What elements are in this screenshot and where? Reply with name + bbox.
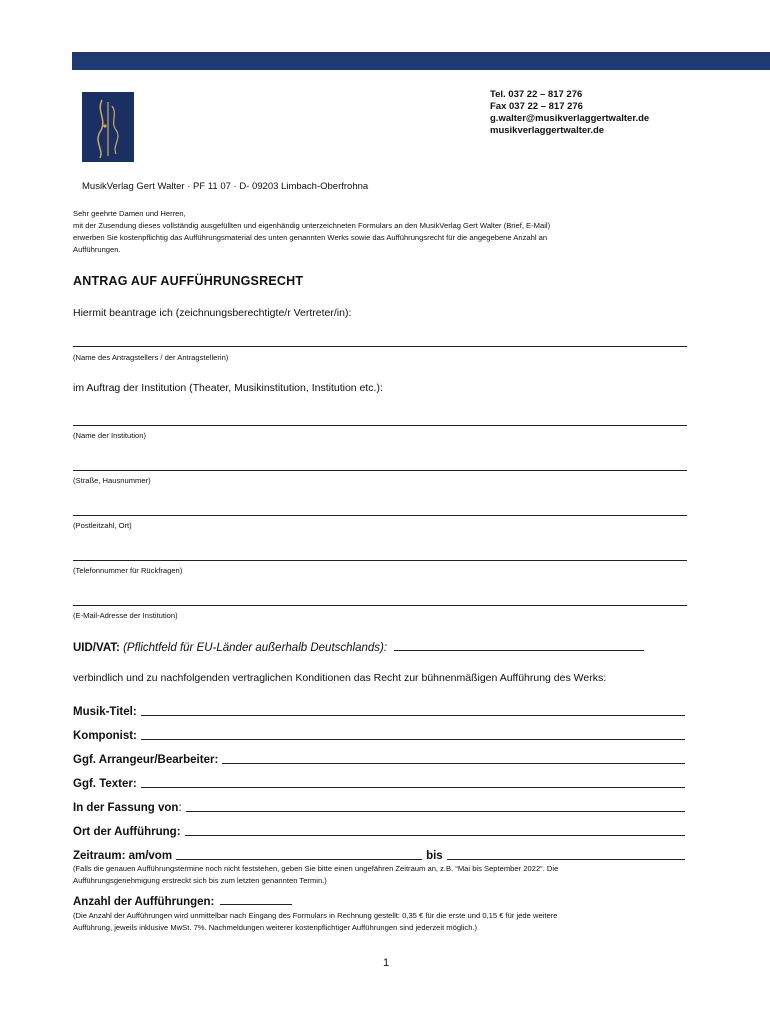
zeitraum-end-input-line[interactable]	[447, 848, 685, 860]
phone-caption: (Telefonnummer für Rückfragen)	[73, 566, 183, 575]
zeitraum-note	[73, 863, 693, 887]
note-line: (Falls die genauen Aufführungstermine noch nicht feststehen, geben Sie bitte einen ungefähren Zeitraum an, z.B. “Mai bis September 2022“. Die	[73, 864, 559, 873]
komponist-label: Komponist:	[73, 730, 137, 742]
applicant-caption: (Name des Antragstellers / der Antragstellerin)	[73, 353, 229, 362]
anzahl-input-line[interactable]	[220, 894, 292, 905]
phone-line[interactable]	[73, 560, 687, 561]
ort-input-line[interactable]	[185, 824, 685, 836]
intro-line: mit der Zusendung dieses vollständig ausgefüllten und eigenhändig unterzeichneten Formulars an den MusikVerlag Gert Walter (Brief, E-Mail)	[73, 221, 551, 230]
uid-note: (Pflichtfeld für EU-Länder außerhalb Deutschlands):	[123, 642, 388, 654]
zeitraum-start-input-line[interactable]	[176, 848, 422, 860]
ort-field	[73, 824, 685, 838]
fassung-label: In der Fassung von	[73, 802, 179, 814]
sender-address: MusikVerlag Gert Walter · PF 11 07 · D- 09203 Limbach-Oberfrohna	[82, 181, 369, 192]
institution-name-caption: (Name der Institution)	[73, 431, 147, 440]
binding-text: verbindlich und zu nachfolgenden vertraglichen Konditionen das Recht zur bühnenmäßigen Aufführung des Werks:	[73, 672, 607, 684]
fassung-colon: :	[178, 802, 182, 814]
musik-titel-input-line[interactable]	[141, 704, 685, 716]
email-caption: (E-Mail-Adresse der Institution)	[73, 611, 178, 620]
komponist-field	[73, 728, 685, 742]
intro-line: Sehr geehrte Damen und Herren,	[73, 209, 186, 218]
anzahl-field	[73, 894, 292, 908]
street-caption: (Straße, Hausnummer)	[73, 476, 151, 485]
fax: Fax 037 22 – 817 276	[490, 101, 583, 112]
postal-line[interactable]	[73, 515, 687, 516]
email: g.walter@musikverlaggertwalter.de	[490, 113, 650, 124]
institution-prompt: im Auftrag der Institution (Theater, Musikinstitution, Institution etc.):	[73, 382, 383, 394]
institution-name-line[interactable]	[73, 425, 687, 426]
applicant-name-line[interactable]	[73, 346, 687, 347]
violin-logo-icon	[82, 92, 134, 162]
note-line: Aufführung, jeweils inklusive MwSt. 7%. Nachmeldungen weiterer kostenpflichtiger Aufführungen sind jederzeit möglich.)	[73, 923, 478, 932]
texter-input-line[interactable]	[141, 776, 685, 788]
website: musikverlaggertwalter.de	[490, 125, 605, 136]
applicant-prompt: Hiermit beantrage ich (zeichnungsberechtigte/r Vertreter/in):	[73, 307, 352, 319]
uid-label: UID/VAT:	[73, 642, 120, 654]
intro-line: erwerben Sie kostenpflichtig das Aufführungsmaterial des unten genannten Werks sowie das Aufführungsrecht für die angegebene Anzahl an	[73, 233, 548, 242]
publisher-logo	[82, 92, 134, 162]
arrangeur-field	[73, 752, 685, 766]
arrangeur-label: Ggf. Arrangeur/Bearbeiter:	[73, 754, 219, 766]
zeitraum-label: Zeitraum: am/vom	[73, 850, 173, 862]
ort-label: Ort der Aufführung:	[73, 826, 181, 838]
phone: Tel. 037 22 – 817 276	[490, 89, 583, 100]
texter-label: Ggf. Texter:	[73, 778, 137, 790]
header-bar	[72, 52, 770, 70]
fassung-input-line[interactable]	[186, 800, 685, 812]
musik-titel-label: Musik-Titel:	[73, 706, 137, 718]
arrangeur-input-line[interactable]	[222, 752, 685, 764]
uid-input-line[interactable]	[394, 640, 644, 651]
texter-field	[73, 776, 685, 790]
komponist-input-line[interactable]	[141, 728, 685, 740]
bis-label: bis	[426, 850, 443, 862]
note-line: (Die Anzahl der Aufführungen wird unmittelbar nach Eingang des Formulars in Rechnung gestellt: 0,35 € für die erste und 0,15 € für jede weitere	[73, 911, 558, 920]
email-line[interactable]	[73, 605, 687, 606]
note-line: Aufführungsgenehmigung erstreckt sich bis zum letzten genannten Termin.)	[73, 876, 327, 885]
musik-titel-field	[73, 704, 685, 718]
zeitraum-field	[73, 848, 685, 862]
anzahl-label: Anzahl der Aufführungen:	[73, 896, 215, 908]
contact-block	[490, 89, 649, 137]
street-line[interactable]	[73, 470, 687, 471]
fassung-field	[73, 800, 685, 814]
postal-caption: (Postleitzahl, Ort)	[73, 521, 132, 530]
anzahl-note	[73, 910, 693, 934]
uid-field	[73, 640, 644, 654]
form-title: ANTRAG AUF AUFFÜHRUNGSRECHT	[73, 274, 304, 288]
intro-text	[73, 208, 713, 256]
page-number: 1	[383, 957, 390, 969]
intro-line: Aufführungen.	[73, 245, 121, 254]
